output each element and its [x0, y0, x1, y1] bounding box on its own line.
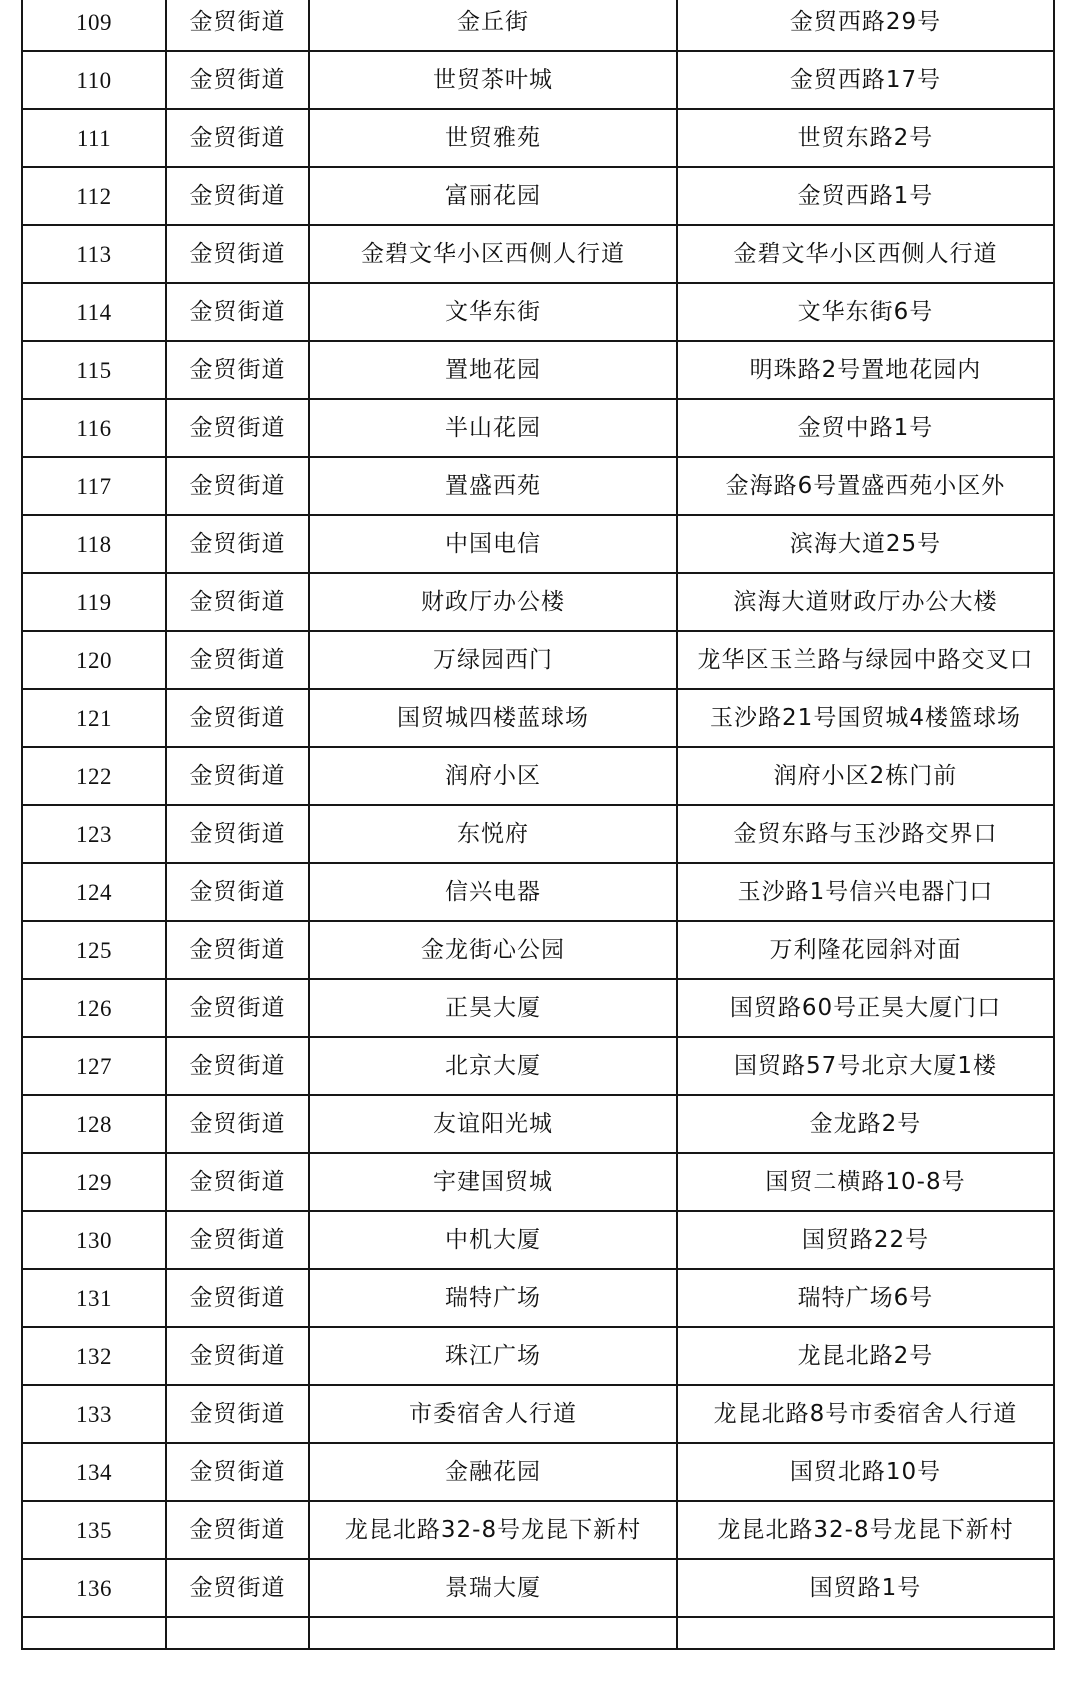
- street-cell: 金贸街道: [166, 1385, 309, 1443]
- empty-cell: [309, 1617, 677, 1649]
- table-row: [22, 863, 1054, 921]
- street-cell: 金贸街道: [166, 689, 309, 747]
- address-cell: 金贸西路17号: [677, 51, 1054, 109]
- row-number-cell: 110: [22, 51, 166, 109]
- address-cell: 世贸东路2号: [677, 109, 1054, 167]
- site-name-cell: 财政厅办公楼: [309, 573, 677, 631]
- row-number-cell: 135: [22, 1501, 166, 1559]
- site-name-cell: 中机大厦: [309, 1211, 677, 1269]
- address-cell: 金龙路2号: [677, 1095, 1054, 1153]
- street-cell: 金贸街道: [166, 921, 309, 979]
- row-number-cell: 127: [22, 1037, 166, 1095]
- site-name-cell: 瑞特广场: [309, 1269, 677, 1327]
- table-row: [22, 0, 1054, 51]
- table-row: [22, 225, 1054, 283]
- street-cell: 金贸街道: [166, 573, 309, 631]
- row-number-cell: 112: [22, 167, 166, 225]
- site-table-container: [21, 0, 1053, 1650]
- street-cell: 金贸街道: [166, 283, 309, 341]
- address-cell: 金海路6号置盛西苑小区外: [677, 457, 1054, 515]
- row-number-cell: 117: [22, 457, 166, 515]
- table-row: [22, 341, 1054, 399]
- table-row: [22, 921, 1054, 979]
- row-number-cell: 128: [22, 1095, 166, 1153]
- address-cell: 龙昆北路32-8号龙昆下新村: [677, 1501, 1054, 1559]
- address-cell: 金贸东路与玉沙路交界口: [677, 805, 1054, 863]
- site-name-cell: 国贸城四楼蓝球场: [309, 689, 677, 747]
- table-row: [22, 573, 1054, 631]
- street-cell: 金贸街道: [166, 1211, 309, 1269]
- table-row: [22, 283, 1054, 341]
- address-cell: 龙昆北路8号市委宿舍人行道: [677, 1385, 1054, 1443]
- empty-cell: [677, 1617, 1054, 1649]
- row-number-cell: 123: [22, 805, 166, 863]
- table-row: [22, 1037, 1054, 1095]
- address-cell: 国贸北路10号: [677, 1443, 1054, 1501]
- table-row: [22, 747, 1054, 805]
- row-number-cell: 114: [22, 283, 166, 341]
- street-cell: 金贸街道: [166, 631, 309, 689]
- row-number-cell: 111: [22, 109, 166, 167]
- street-cell: 金贸街道: [166, 1559, 309, 1617]
- address-cell: 金贸西路1号: [677, 167, 1054, 225]
- street-cell: 金贸街道: [166, 1153, 309, 1211]
- street-cell: 金贸街道: [166, 457, 309, 515]
- street-cell: 金贸街道: [166, 51, 309, 109]
- row-number-cell: 124: [22, 863, 166, 921]
- address-cell: 金贸中路1号: [677, 399, 1054, 457]
- row-number-cell: 122: [22, 747, 166, 805]
- site-name-cell: 世贸茶叶城: [309, 51, 677, 109]
- street-cell: 金贸街道: [166, 341, 309, 399]
- table-row: [22, 805, 1054, 863]
- table-row: [22, 1269, 1054, 1327]
- row-number-cell: 118: [22, 515, 166, 573]
- site-name-cell: 友谊阳光城: [309, 1095, 677, 1153]
- table-row: [22, 1385, 1054, 1443]
- site-name-cell: 东悦府: [309, 805, 677, 863]
- site-name-cell: 万绿园西门: [309, 631, 677, 689]
- site-name-cell: 金融花园: [309, 1443, 677, 1501]
- site-name-cell: 正昊大厦: [309, 979, 677, 1037]
- street-cell: 金贸街道: [166, 0, 309, 51]
- table-row: [22, 1153, 1054, 1211]
- street-cell: 金贸街道: [166, 1269, 309, 1327]
- row-number-cell: 113: [22, 225, 166, 283]
- address-cell: 国贸二横路10-8号: [677, 1153, 1054, 1211]
- site-table-body: [22, 0, 1054, 1649]
- row-number-cell: 130: [22, 1211, 166, 1269]
- street-cell: 金贸街道: [166, 1037, 309, 1095]
- site-table: [21, 0, 1055, 1650]
- table-row: [22, 1327, 1054, 1385]
- table-row: [22, 167, 1054, 225]
- site-name-cell: 金丘街: [309, 0, 677, 51]
- table-row: [22, 515, 1054, 573]
- site-name-cell: 富丽花园: [309, 167, 677, 225]
- row-number-cell: 116: [22, 399, 166, 457]
- address-cell: 玉沙路21号国贸城4楼篮球场: [677, 689, 1054, 747]
- site-name-cell: 置盛西苑: [309, 457, 677, 515]
- table-row: [22, 457, 1054, 515]
- address-cell: 龙昆北路2号: [677, 1327, 1054, 1385]
- row-number-cell: 133: [22, 1385, 166, 1443]
- table-row: [22, 1501, 1054, 1559]
- row-number-cell: 134: [22, 1443, 166, 1501]
- address-cell: 龙华区玉兰路与绿园中路交叉口: [677, 631, 1054, 689]
- street-cell: 金贸街道: [166, 515, 309, 573]
- site-name-cell: 珠江广场: [309, 1327, 677, 1385]
- row-number-cell: 121: [22, 689, 166, 747]
- address-cell: 万利隆花园斜对面: [677, 921, 1054, 979]
- site-name-cell: 世贸雅苑: [309, 109, 677, 167]
- site-name-cell: 润府小区: [309, 747, 677, 805]
- site-name-cell: 北京大厦: [309, 1037, 677, 1095]
- row-number-cell: 136: [22, 1559, 166, 1617]
- table-row: [22, 399, 1054, 457]
- row-number-cell: 109: [22, 0, 166, 51]
- address-cell: 国贸路60号正昊大厦门口: [677, 979, 1054, 1037]
- street-cell: 金贸街道: [166, 805, 309, 863]
- street-cell: 金贸街道: [166, 109, 309, 167]
- address-cell: 明珠路2号置地花园内: [677, 341, 1054, 399]
- street-cell: 金贸街道: [166, 1443, 309, 1501]
- street-cell: 金贸街道: [166, 747, 309, 805]
- street-cell: 金贸街道: [166, 225, 309, 283]
- empty-cell: [166, 1617, 309, 1649]
- address-cell: 滨海大道财政厅办公大楼: [677, 573, 1054, 631]
- street-cell: 金贸街道: [166, 863, 309, 921]
- site-name-cell: 置地花园: [309, 341, 677, 399]
- address-cell: 国贸路22号: [677, 1211, 1054, 1269]
- street-cell: 金贸街道: [166, 399, 309, 457]
- address-cell: 金碧文华小区西侧人行道: [677, 225, 1054, 283]
- site-name-cell: 半山花园: [309, 399, 677, 457]
- table-row: [22, 1559, 1054, 1617]
- table-row: [22, 631, 1054, 689]
- table-row-partial: [22, 1617, 1054, 1649]
- table-row: [22, 109, 1054, 167]
- street-cell: 金贸街道: [166, 979, 309, 1037]
- address-cell: 金贸西路29号: [677, 0, 1054, 51]
- row-number-cell: 115: [22, 341, 166, 399]
- site-name-cell: 金碧文华小区西侧人行道: [309, 225, 677, 283]
- site-name-cell: 信兴电器: [309, 863, 677, 921]
- street-cell: 金贸街道: [166, 1095, 309, 1153]
- address-cell: 润府小区2栋门前: [677, 747, 1054, 805]
- table-row: [22, 979, 1054, 1037]
- row-number-cell: 132: [22, 1327, 166, 1385]
- address-cell: 国贸路57号北京大厦1楼: [677, 1037, 1054, 1095]
- address-cell: 滨海大道25号: [677, 515, 1054, 573]
- empty-cell: [22, 1617, 166, 1649]
- site-name-cell: 中国电信: [309, 515, 677, 573]
- site-name-cell: 宇建国贸城: [309, 1153, 677, 1211]
- row-number-cell: 131: [22, 1269, 166, 1327]
- row-number-cell: 125: [22, 921, 166, 979]
- row-number-cell: 119: [22, 573, 166, 631]
- table-row: [22, 1095, 1054, 1153]
- row-number-cell: 129: [22, 1153, 166, 1211]
- table-row: [22, 1211, 1054, 1269]
- address-cell: 瑞特广场6号: [677, 1269, 1054, 1327]
- site-name-cell: 市委宿舍人行道: [309, 1385, 677, 1443]
- site-name-cell: 景瑞大厦: [309, 1559, 677, 1617]
- row-number-cell: 126: [22, 979, 166, 1037]
- site-name-cell: 龙昆北路32-8号龙昆下新村: [309, 1501, 677, 1559]
- site-name-cell: 文华东街: [309, 283, 677, 341]
- street-cell: 金贸街道: [166, 1327, 309, 1385]
- street-cell: 金贸街道: [166, 167, 309, 225]
- table-row: [22, 51, 1054, 109]
- table-row: [22, 689, 1054, 747]
- row-number-cell: 120: [22, 631, 166, 689]
- address-cell: 国贸路1号: [677, 1559, 1054, 1617]
- street-cell: 金贸街道: [166, 1501, 309, 1559]
- address-cell: 文华东街6号: [677, 283, 1054, 341]
- table-row: [22, 1443, 1054, 1501]
- site-name-cell: 金龙街心公园: [309, 921, 677, 979]
- address-cell: 玉沙路1号信兴电器门口: [677, 863, 1054, 921]
